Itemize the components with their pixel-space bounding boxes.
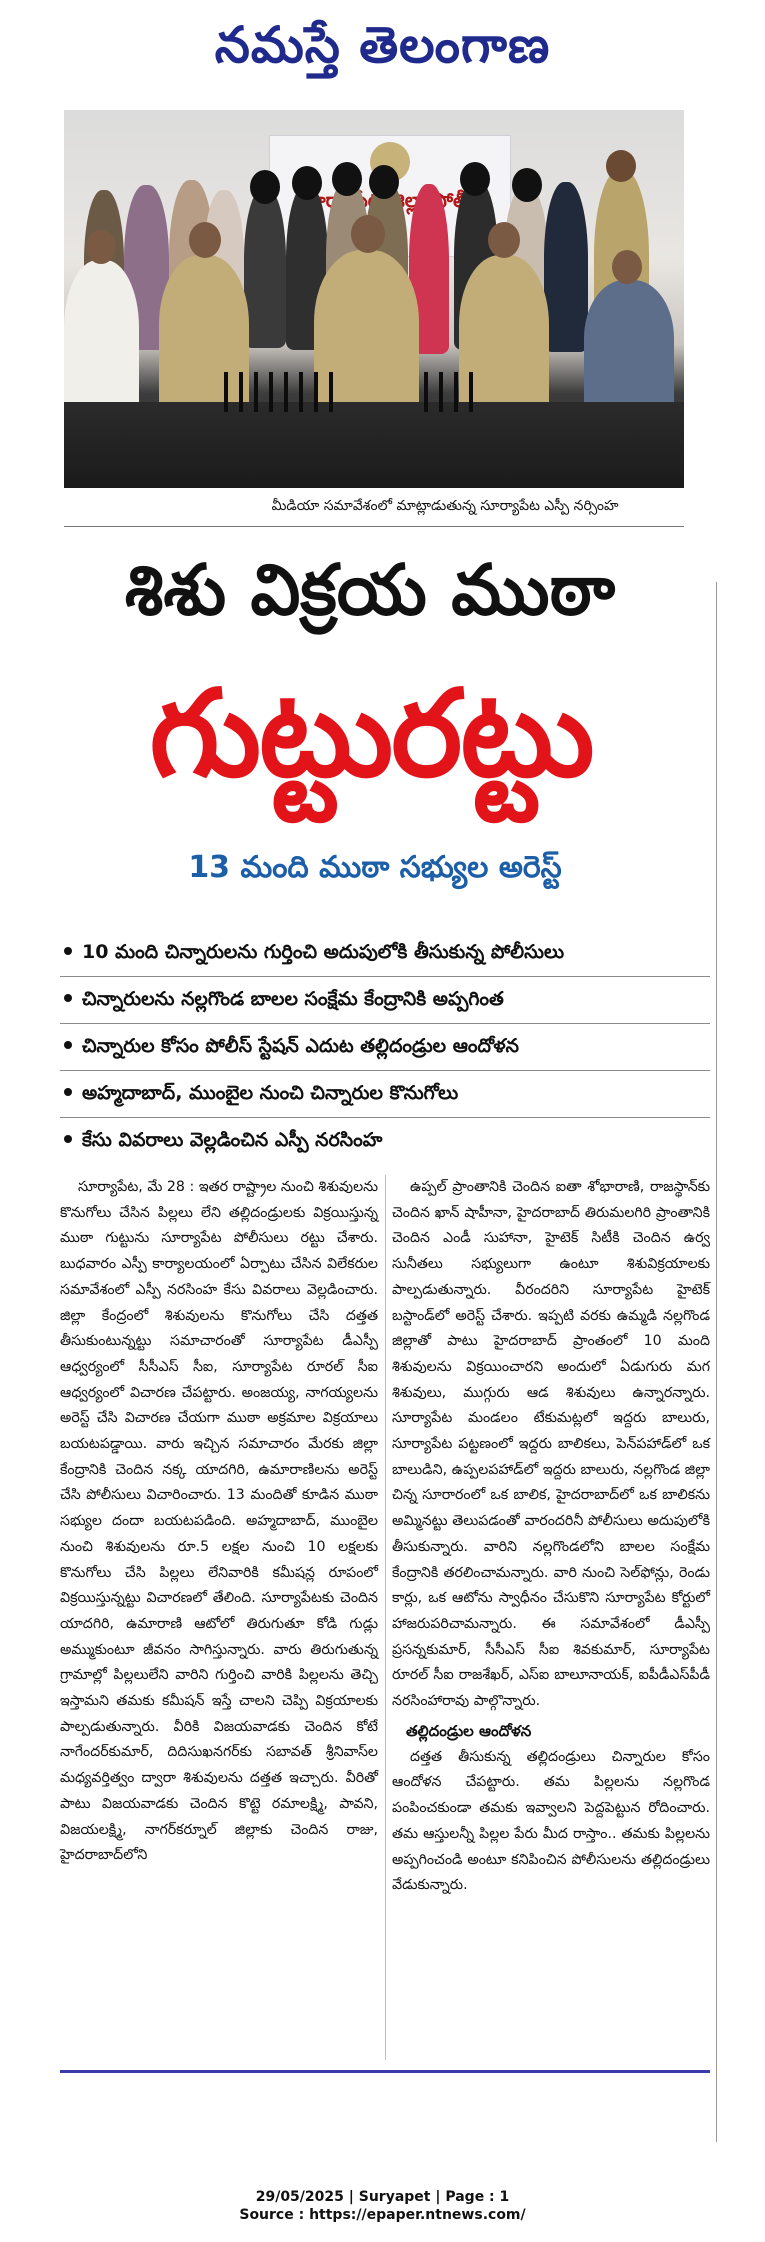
article-paragraph: సూర్యాపేట, మే 28 : ఇతర రాష్ట్రాల నుంచి శిశువులను కొనుగోలు చేసిన పిల్లలు లేని తల్లిదండ్రులకు విక్రయిస్తున్న ముఠా గుట్టును సూర్యాపేట పోలీసులు రట్టు చేశారు. బుధవారం ఎస్పీ కార్యాలయంలో ఏర్పాటు చేసిన విలేకరుల సమావేశంలో ఎస్పీ నరసింహ కేసు వివరాలు వెల్లడించారు. జిల్లా కేంద్రంలో శిశువులను కొనుగోలు చేసి దత్తత తీసుకుంటున్నట్టు సమాచారంతో సూర్యాపేట డీఎస్పీ ఆధ్వర్యంలో సీసీఎస్ సీఐ, సూర్యాపేట రూరల్ సీఐ ఆధ్వర్యంలో విచారణ చేపట్టారు. అంజయ్య, నాగయ్యలను అరెస్ట్ చేసి విచారణ చేయగా ముఠా అక్రమాల విక్రయాలు బయటపడ్డాయి. వారు ఇచ్చిన సమాచారం మేరకు జిల్లా కేంద్రానికి చెందిన నక్క యాదగిరి, ఉమారాణిలను అరెస్ట్ చేసి పోలీసులు విచారించారు. 13 మందితో కూడిన ముఠా సభ్యుల దందా బయటపడింది. అహ్మదాబాద్, ముంబైల నుంచి శిశువులను రూ.5 లక్షల నుంచి 10 లక్షలకు కొనుగోలు చేసి పిల్లలు లేనివారికి కమీషన్ల రూపంలో విక్రయిస్తున్నట్టు విచారణలో తేలింది. సూర్యాపేటకు చెందిన యాదగిరి, ఉమారాణి ఆటోలో తిరుగుతూ కోడి గుడ్లు అమ్ముకుంటూ జీవనం సాగిస్తున్నారు. వారు తిరుగుతున్న గ్రామాల్లో పిల్లలులేని వారిని గుర్తించి వారికి పిల్లలను తెచ్చి ఇస్తామని తమకు కమీషన్ ఇస్తే చాలని చెప్పి విక్రయాలకు పాల్పడుతున్నారు. వీరికి విజయవాడకు చెందిన కోటే నాగేందర్‌కుమార్, దిదిసుఖనగర్‌కు సబావత్ శ్రీనివాస్‌ల మధ్యవర్తిత్వం ద్వారా శిశువులను దత్తత ఇచ్చారు. వీరితో పాటు విజయవాడకు చెందిన కొట్టె రమాలక్ష్మి, పావని, విజయలక్ష్మి, నాగర్‌కర్నూల్ జిల్లాకు చెందిన రాజు, హైదరాబాద్‌లోని <box>60 1179 378 1864</box>
banner-text: జిల్లా పోలీస్ <box>390 188 482 212</box>
caption-divider <box>64 526 684 527</box>
article-body <box>60 1175 710 2065</box>
page-footer <box>0 2188 765 2224</box>
bullet-icon <box>64 1135 72 1143</box>
footer-source-line: Source : https://epaper.ntnews.com/ <box>239 2207 526 2223</box>
bullet-item: కేసు వివరాలు వెల్లడించిన ఎస్పీ నరసింహ <box>60 1118 710 1164</box>
bullet-icon <box>64 994 72 1002</box>
article-column-left <box>60 1175 378 1873</box>
bullet-item: 10 మంది చిన్నారులను గుర్తించి అదుపులోకి తీసుకున్న పోలీసులు <box>60 930 710 977</box>
bullet-item: చిన్నారులను నల్లగొండ బాలల సంక్షేమ కేంద్రానికి అప్పగింత <box>60 977 710 1024</box>
bullet-icon <box>64 1088 72 1096</box>
footer-date-line: 29/05/2025 | Suryapet | Page : 1 <box>255 2189 510 2205</box>
article-paragraph: ఉప్పల్ ప్రాంతానికి చెందిన ఐతా శోభారాణి, రాజస్థాన్‌కు చెందిన ఖాన్ షాహీనా, హైదరాబాద్ తిరుమలగిరి ప్రాంతానికి చెందిన ఎండీ సుహానా, హైటెక్ సిటీకి చెందిన ఉర్వ సునీతలు సభ్యులుగా ఉంటూ శిశువిక్రయాలకు పాల్పడుతున్నారు. వీరందరిని సూర్యాపేట హైటెక్ బస్టాండ్‌లో అరెస్ట్ చేశారు. ఇప్పటి వరకు ఉమ్మడి నల్లగొండ జిల్లాతో పాటు హైదరాబాద్ ప్రాంతంలో 10 మంది శిశువులను విక్రయించారని అందులో ఏడుగురు మగ శిశువులు, ముగ్గురు ఆడ శిశువులు ఉన్నారన్నారు. సూర్యాపేట మండలం టేకుమట్లలో ఇద్దరు బాలురు, సూర్యాపేట పట్టణంలో ఇద్దరు బాలికలు, పెన్‌పహాడ్‌లో ఒక బాలుడిని, ఉప్పలపహాడ్‌లో ఇద్దరు బాలురు, నల్లగొండ జిల్లా చిన్న సూరారంలో ఒక బాలిక, హైదరాబాద్‌లో ఒక బాలికను అమ్మినట్టు తెలుపడంతో వారందరినీ పోలీసులు అదుపులోకి తీసుకున్నారు. వారిని నల్లగొండలోని బాలల సంక్షేమ కేంద్రానికి తరలించామన్నారు. వారి నుంచి సెల్‌ఫోన్లు, రెండు కార్లు, ఒక ఆటోను స్వాధీనం చేసుకొని సూర్యాపేట కోర్టులో హాజరుపరిచామన్నారు. ఈ సమావేశంలో డీఎస్పీ ప్రసన్నకుమార్, సీసీఎస్ సీఐ శివకుమార్, సూర్యాపేట రూరల్ సీఐ రాజశేఖర్, ఎస్ఐ బాలూనాయక్, ఐపీడీఎస్‌పీడీ నరసింహారావు పాల్గొన్నారు. <box>392 1179 710 1710</box>
column-divider <box>385 1175 386 2060</box>
highlight-bullets <box>60 930 710 1164</box>
photo-caption: మీడియా సమావేశంలో మాట్లాడుతున్న సూర్యాపేట ఎస్పీ నర్సింహ <box>271 498 619 514</box>
masthead: నమస్తే తెలంగాణ <box>214 16 551 74</box>
bullet-item: చిన్నారుల కోసం పోలీస్ స్టేషన్ ఎదుట తల్లిదండ్రుల ఆందోళన <box>60 1024 710 1071</box>
bullet-item: అహ్మదాబాద్, ముంబైల నుంచి చిన్నారుల కొనుగోలు <box>60 1071 710 1118</box>
bottom-rule <box>60 2070 710 2073</box>
article-paragraph: దత్తత తీసుకున్న తల్లిదండ్రులు చిన్నారుల కోసం ఆందోళన చేపట్టారు. తమ పిల్లలను నల్లగొండ పంపించకుండా తమకు ఇవ్వాలని పెద్దపెట్టున రోదించారు. తమ ఆస్తులన్నీ పిల్లల పేరు మీద రాస్తాం.. తమకు పిల్లలను అప్పగించండి అంటూ కనిపించిన పోలీసులను తల్లిదండ్రులు వేడుకున్నారు. <box>392 1748 710 1894</box>
subheadline: 13 మంది ముఠా సభ్యుల అరెస్ట్ <box>188 850 562 885</box>
press-meet-photo <box>64 110 684 488</box>
bullet-icon <box>64 947 72 955</box>
column-side-rule <box>716 582 717 2142</box>
article-subheading: తల్లిదండ్రుల ఆందోళన <box>406 1721 532 1740</box>
bullet-icon <box>64 1041 72 1049</box>
headline: గుట్టురట్టు <box>149 665 593 804</box>
headline-kicker: శిశు విక్రయ ముఠా <box>124 549 616 631</box>
article-column-right <box>392 1175 710 1903</box>
